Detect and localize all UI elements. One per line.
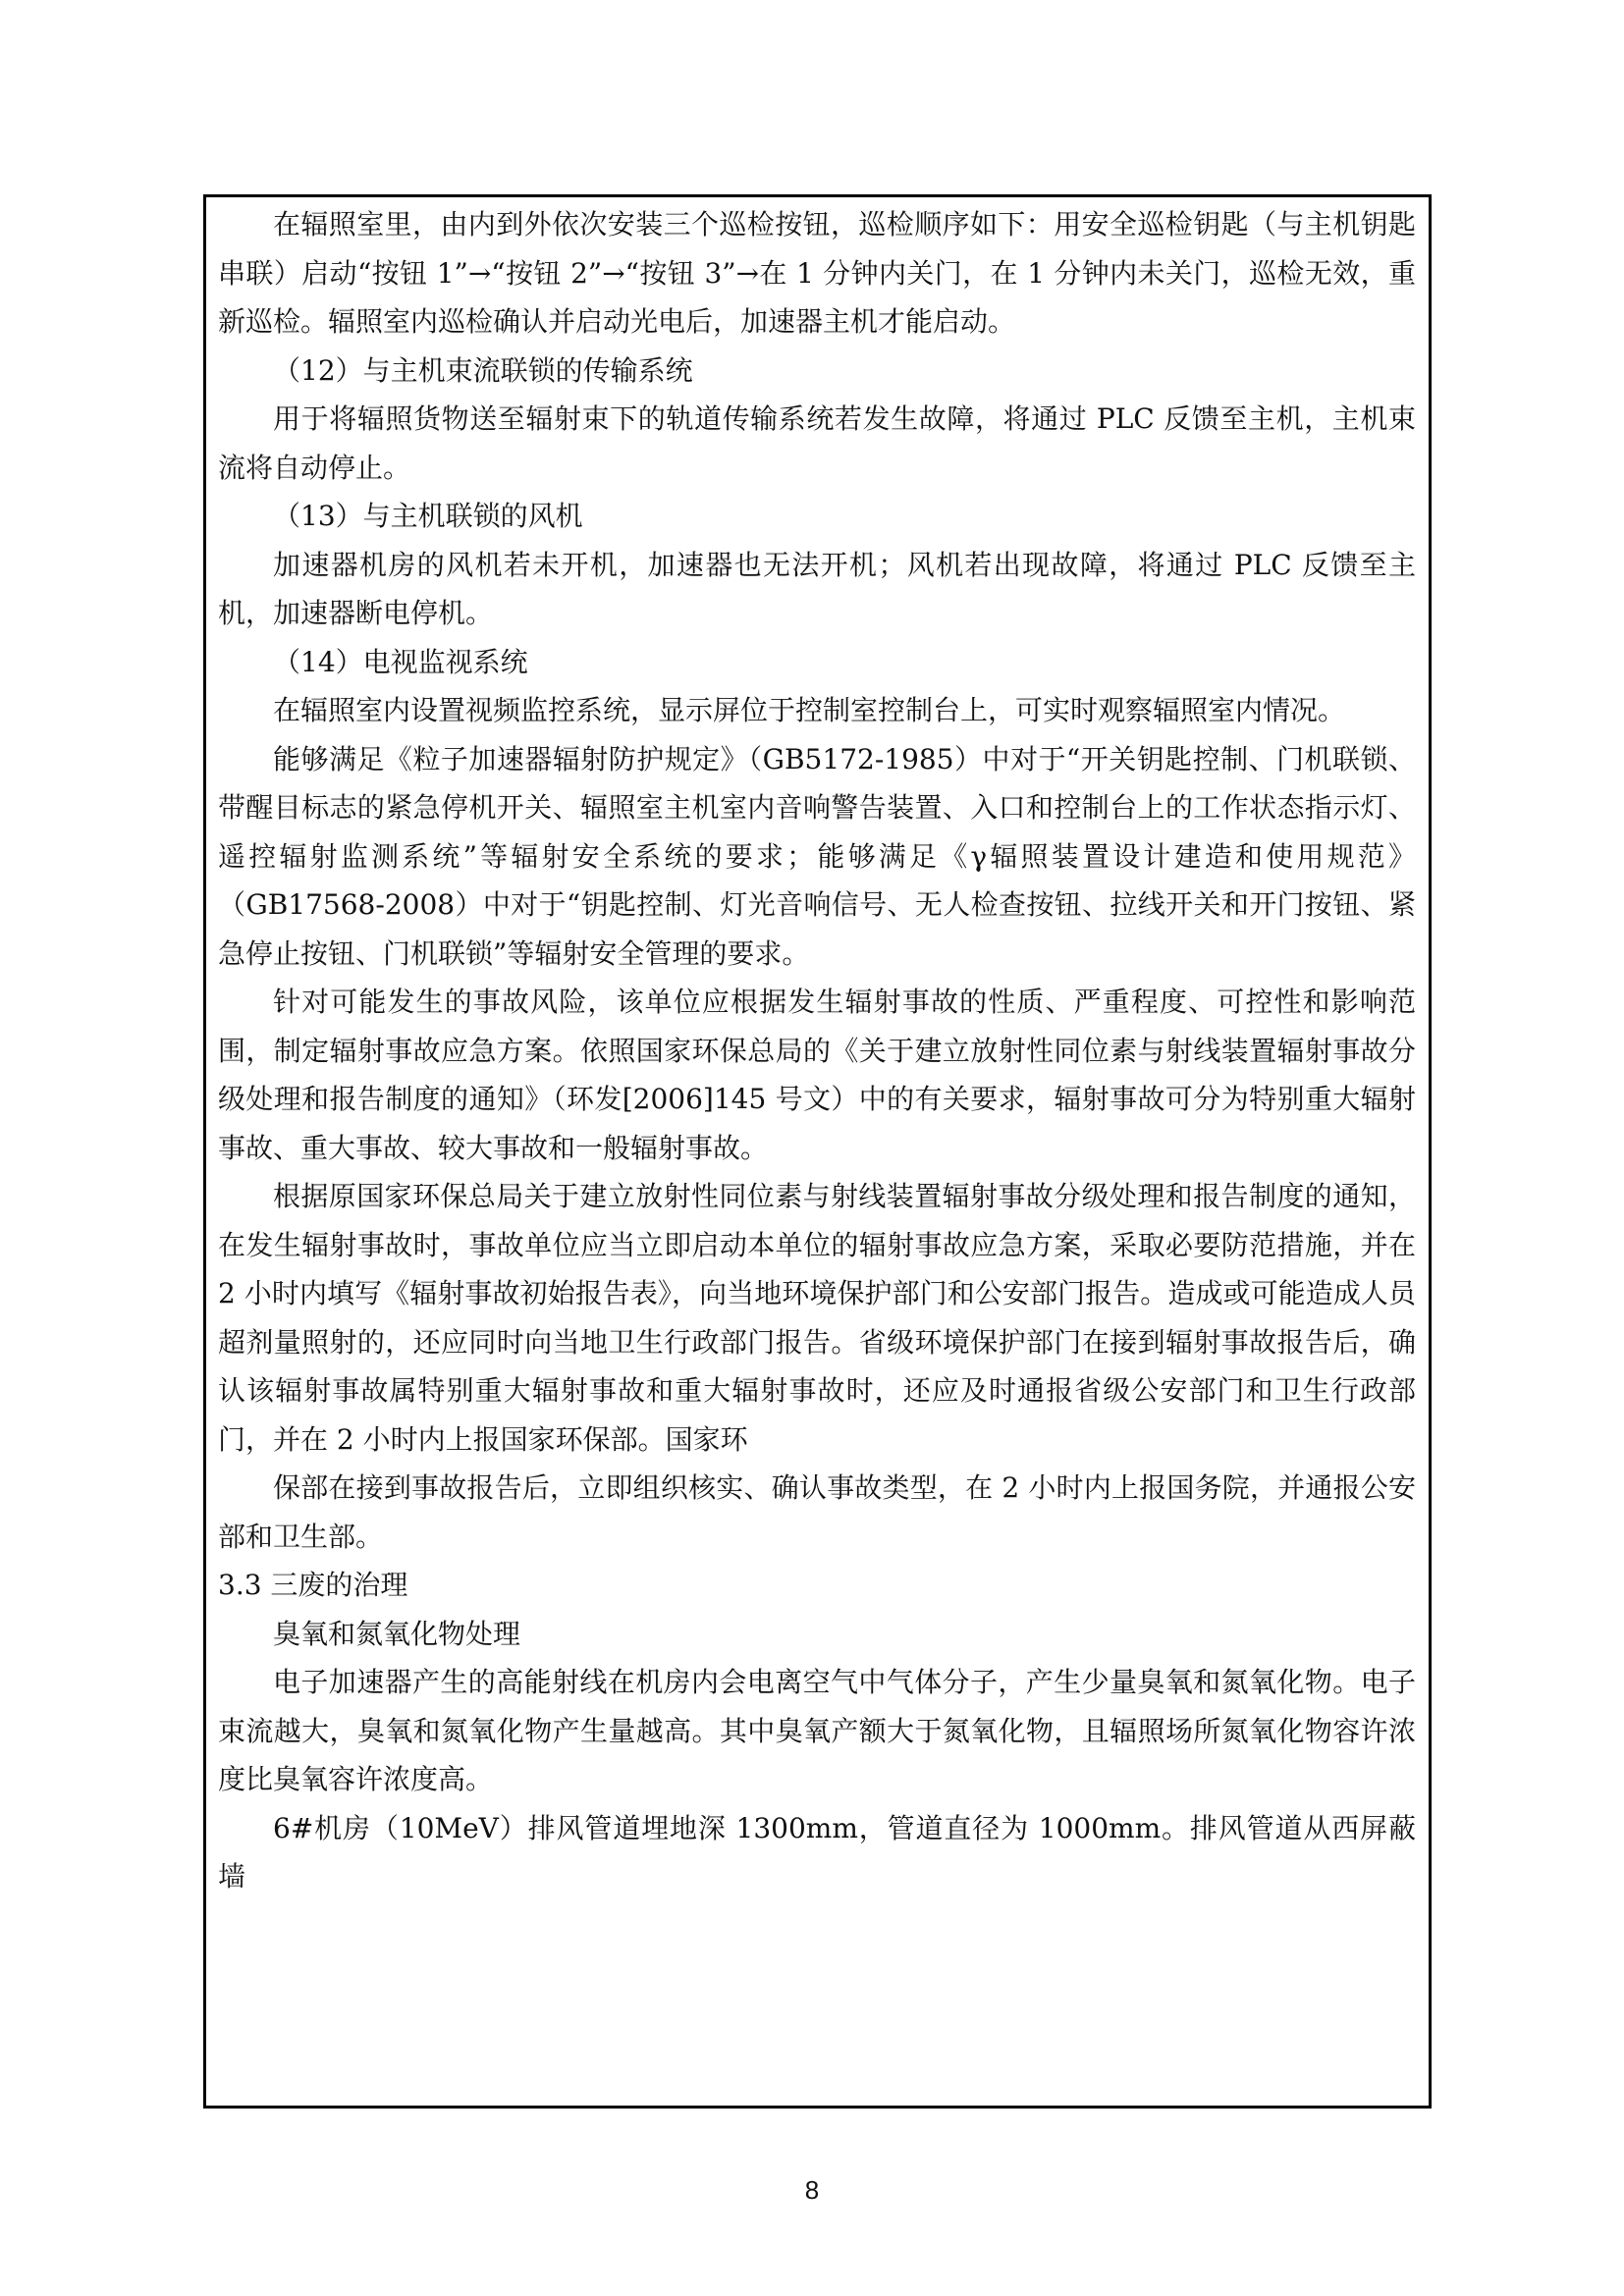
heading-tv-monitoring: （14）电视监视系统 [273, 645, 528, 678]
document-body [218, 200, 1416, 1901]
paragraph-ozone-generation: 电子加速器产生的高能射线在机房内会电离空气中气体分子，产生少量臭氧和氮氧化物。电子束流越大，臭氧和氮氧化物产生量越高。其中臭氧产额大于氮氧化物，且辐照场所氮氧化物容许浓度比臭氧容许浓度高。 [218, 1666, 1416, 1795]
paragraph-standards-compliance: 能够满足《粒子加速器辐射防护规定》（GB5172-1985）中对于“开关钥匙控制、门机联锁、带醒目标志的紧急停机开关、辐照室主机室内音响警告装置、入口和控制台上的工作状态指示灯、遥控辐射监测系统”等辐射安全系统的要求；能够满足《γ辐照装置设计建造和使用规范》（GB17568-2008）中对于“钥匙控制、灯光音响信号、无人检查按钮、拉线开关和开门按钮、紧急停止按钮、门机联锁”等辐射安全管理的要求。 [218, 742, 1416, 970]
paragraph-patrol-buttons: 在辐照室里，由内到外依次安装三个巡检按钮，巡检顺序如下：用安全巡检钥匙（与主机钥匙串联）启动“按钮 1”→“按钮 2”→“按钮 3”→在 1 分钟内关门，在 1 分钟内未关门，巡检无效，重新巡检。辐照室内巡检确认并启动光电后，加速器主机才能启动。 [218, 208, 1416, 338]
paragraph-emergency-plan: 针对可能发生的事故风险，该单位应根据发生辐射事故的性质、严重程度、可控性和影响范围，制定辐射事故应急方案。依照国家环保总局的《关于建立放射性同位素与射线装置辐射事故分级处理和报告制度的通知》（环发[2006]145 号文）中的有关要求，辐射事故可分为特别重大辐射事故、重大事故、较大事故和一般辐射事故。 [218, 986, 1416, 1164]
paragraph-ministry-reporting: 保部在接到事故报告后，立即组织核实、确认事故类型，在 2 小时内上报国务院，并通报公安部和卫生部。 [218, 1471, 1416, 1553]
paragraph-exhaust-duct: 6#机房（10MeV）排风管道埋地深 1300mm，管道直径为 1000mm。排风管道从西屏蔽墙 [218, 1811, 1416, 1893]
paragraph-accident-reporting: 根据原国家环保总局关于建立放射性同位素与射线装置辐射事故分级处理和报告制度的通知，在发生辐射事故时，事故单位应当立即启动本单位的辐射事故应急方案，采取必要防范措施，并在 2 小时内填写《辐射事故初始报告表》，向当地环境保护部门和公安部门报告。造成或可能造成人员超剂量照射的，还应同时向当地卫生行政部门报告。省级环境保护部门在接到辐射事故报告后，确认该辐射事故属特别重大辐射事故和重大辐射事故时，还应及时通报省级公安部门和卫生行政部门，并在 2 小时内上报国家环保部。国家环 [218, 1180, 1416, 1456]
section-title-waste-treatment: 3.3 三废的治理 [218, 1569, 408, 1601]
heading-fan-interlock: （13）与主机联锁的风机 [273, 500, 583, 532]
paragraph-transport-interlock: 用于将辐照货物送至辐射束下的轨道传输系统若发生故障，将通过 PLC 反馈至主机，主机束流将自动停止。 [218, 402, 1416, 484]
paragraph-tv-monitoring: 在辐照室内设置视频监控系统，显示屏位于控制室控制台上，可实时观察辐照室内情况。 [273, 694, 1346, 726]
heading-transport-interlock: （12）与主机束流联锁的传输系统 [273, 353, 693, 387]
page-number: 8 [804, 2175, 820, 2205]
paragraph-fan-interlock: 加速器机房的风机若未开机，加速器也无法开机；风机若出现故障，将通过 PLC 反馈至主机，加速器断电停机。 [218, 548, 1416, 629]
heading-ozone-treatment: 臭氧和氮氧化物处理 [273, 1617, 521, 1650]
